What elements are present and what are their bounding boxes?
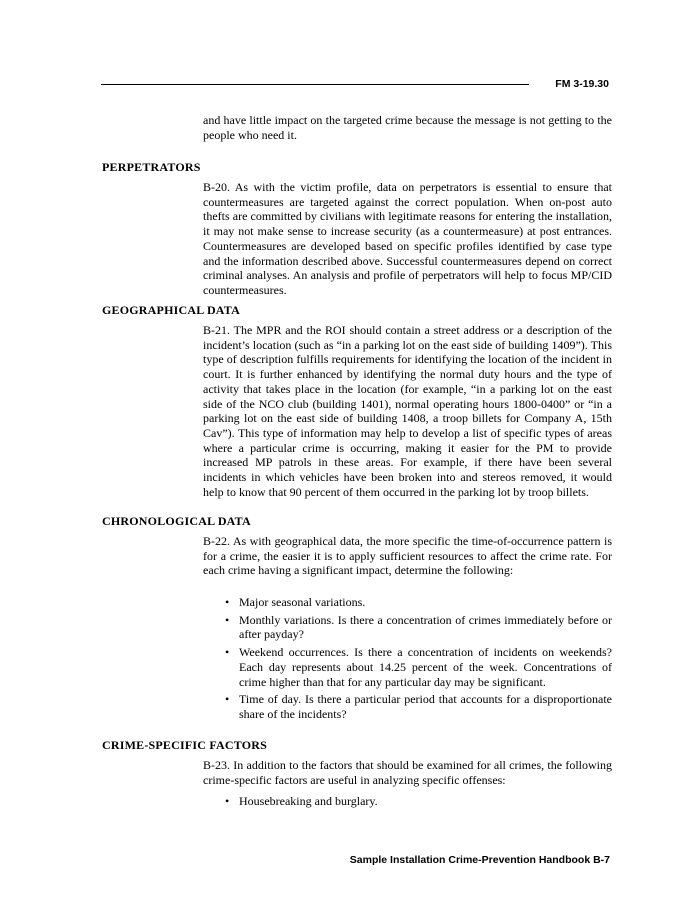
header-doc-code: FM 3-19.30 bbox=[555, 78, 609, 90]
heading-perpetrators: PERPETRATORS bbox=[102, 160, 201, 174]
list-item: • Monthly variations. Is there a concentration of crimes immediately before or after payday? bbox=[225, 612, 612, 642]
list-item: • Housebreaking and burglary. bbox=[225, 794, 378, 808]
bullet-icon: • bbox=[225, 645, 230, 660]
bullet-icon: • bbox=[225, 794, 230, 808]
bullet-icon: • bbox=[225, 595, 230, 609]
paragraph-b21: B-21. The MPR and the ROI should contain a street address or a description of the incident’s location (such as “in a parking lot on the east side of building 1409”). This type of description fulfills requirements for identifying the location of the incident in court. It is further enhanced by identifying the normal duty hours and the type of activity that takes place in the location (for example, “in a parking lot on the east side of the NCO club (building 1401), normal operating hours 1800-0400” or “in a parking lot on the east side of building 1408, a troop billets for Company A, 15th Cav”). This type of information may help to develop a list of specific types of areas where a particular crime is occurring, making it easier for the PM to provide increased MP patrols in these areas. For example, if there have been several incidents in which vehicles have been broken into and stereos removed, it would help to know that 90 percent of them occurred in the parking lot by troop billets. bbox=[203, 323, 612, 499]
paragraph-b23: B-23. In addition to the factors that should be examined for all crimes, the following crime-specific factors are useful in analyzing specific offenses: bbox=[203, 758, 612, 787]
heading-geographical-data: GEOGRAPHICAL DATA bbox=[102, 303, 240, 317]
crime-specific-bullet-list bbox=[203, 794, 612, 812]
heading-crime-specific-factors: CRIME-SPECIFIC FACTORS bbox=[102, 738, 267, 752]
continuation-paragraph: and have little impact on the targeted crime because the message is not getting to the people who need it. bbox=[203, 113, 612, 142]
list-item: • Major seasonal variations. bbox=[225, 595, 366, 609]
chronological-bullet-list bbox=[203, 595, 612, 725]
header-rule bbox=[101, 84, 529, 85]
paragraph-b22: B-22. As with geographical data, the more specific the time-of-occurrence pattern is for a crime, the easier it is to apply sufficient resources to affect the crime rate. For each crime having a significant impact, determine the following: bbox=[203, 534, 612, 578]
list-item: • Weekend occurrences. Is there a concentration of incidents on weekends? Each day represents about 14.25 percent of the week. Concentrations of crime higher than that for any particular day may be significant. bbox=[225, 645, 612, 689]
bullet-icon: • bbox=[225, 612, 230, 627]
paragraph-b20: B-20. As with the victim profile, data on perpetrators is essential to ensure that countermeasures are targeted against the correct population. When on-post auto thefts are committed by civilians with legitimate reasons for entering the installation, it may not make sense to increase security (as a countermeasure) at post entrances. Countermeasures are developed based on specific profiles identified by case type and the information described above. Successful countermeasures depend on correct criminal analyses. An analysis and profile of perpetrators will help to focus MP/CID countermeasures. bbox=[203, 180, 612, 297]
bullet-icon: • bbox=[225, 692, 230, 707]
heading-chronological-data: CHRONOLOGICAL DATA bbox=[102, 514, 251, 528]
list-item: • Time of day. Is there a particular period that accounts for a disproportionate share of the incidents? bbox=[225, 692, 612, 721]
page-footer: Sample Installation Crime-Prevention Handbook B-7 bbox=[349, 854, 610, 866]
